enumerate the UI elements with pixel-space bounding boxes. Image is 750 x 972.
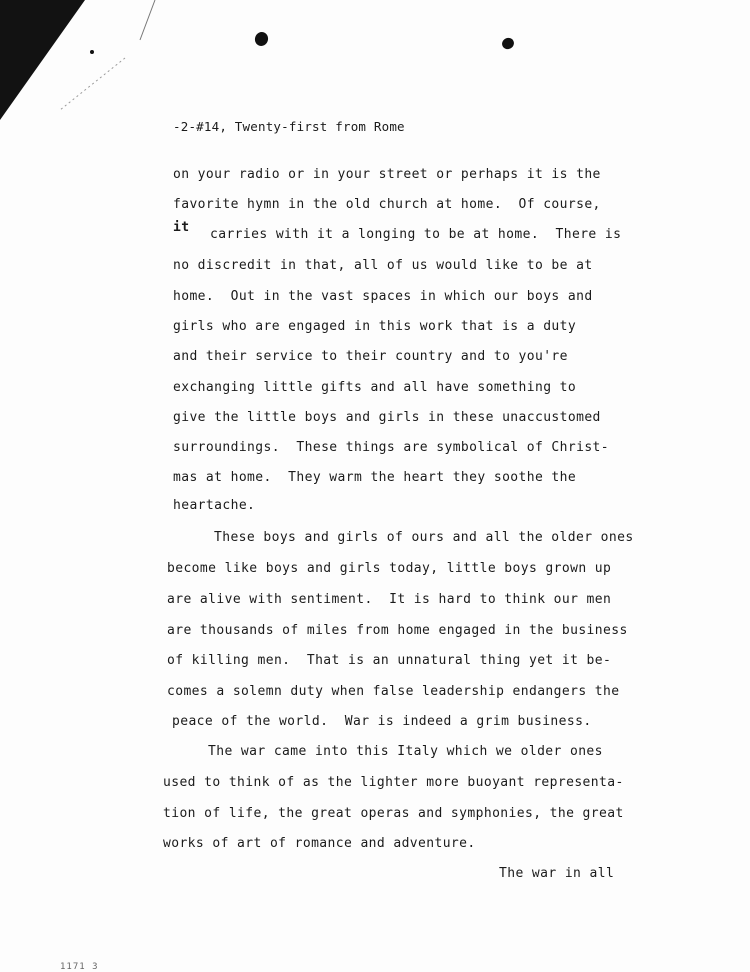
scan-corner-shadow (0, 0, 200, 140)
text-line: of killing men. That is an unnatural thing yet it be- (167, 653, 612, 668)
text-line: The war in all (499, 866, 615, 881)
text-line: surroundings. These things are symbolical of Christ- (173, 440, 610, 455)
text-line: give the little boys and girls in these unaccustomed (173, 410, 601, 425)
text-line: carries with it a longing to be at home. There is (210, 227, 622, 242)
text-line: are thousands of miles from home engaged in the business (167, 623, 628, 638)
footer-scrap: 1171 3 (60, 962, 99, 972)
text-line: girls who are engaged in this work that is a duty (173, 319, 577, 334)
text-line: on your radio or in your street or perhaps it is the (173, 167, 601, 182)
text-line: and their service to their country and to you're (173, 349, 568, 364)
text-line: comes a solemn duty when false leadership endangers the (167, 684, 620, 699)
text-line: are alive with sentiment. It is hard to think our men (167, 592, 612, 607)
page-header: -2-#14, Twenty-first from Rome (173, 119, 405, 134)
text-line: become like boys and girls today, little boys grown up (167, 561, 612, 576)
text-line: works of art of romance and adventure. (163, 836, 476, 851)
text-line: favorite hymn in the old church at home. Of course, (173, 197, 601, 212)
text-line: home. Out in the vast spaces in which our boys and (173, 289, 593, 304)
text-line: used to think of as the lighter more buoyant representa- (163, 775, 624, 790)
text-line: peace of the world. War is indeed a grim business. (172, 714, 592, 729)
ink-blot (253, 30, 270, 48)
text-line: exchanging little gifts and all have something to (173, 380, 577, 395)
text-line: tion of life, the great operas and symphonies, the great (163, 806, 624, 821)
text-line: mas at home. They warm the heart they soothe the (173, 470, 577, 485)
ink-blot (500, 36, 516, 51)
ink-dot (90, 50, 94, 54)
text-line: The war came into this Italy which we older ones (208, 744, 603, 759)
text-line: heartache. (173, 498, 256, 513)
text-line: it (173, 220, 190, 235)
text-line: no discredit in that, all of us would like to be at (173, 258, 593, 273)
text-line: These boys and girls of ours and all the older ones (214, 530, 634, 545)
